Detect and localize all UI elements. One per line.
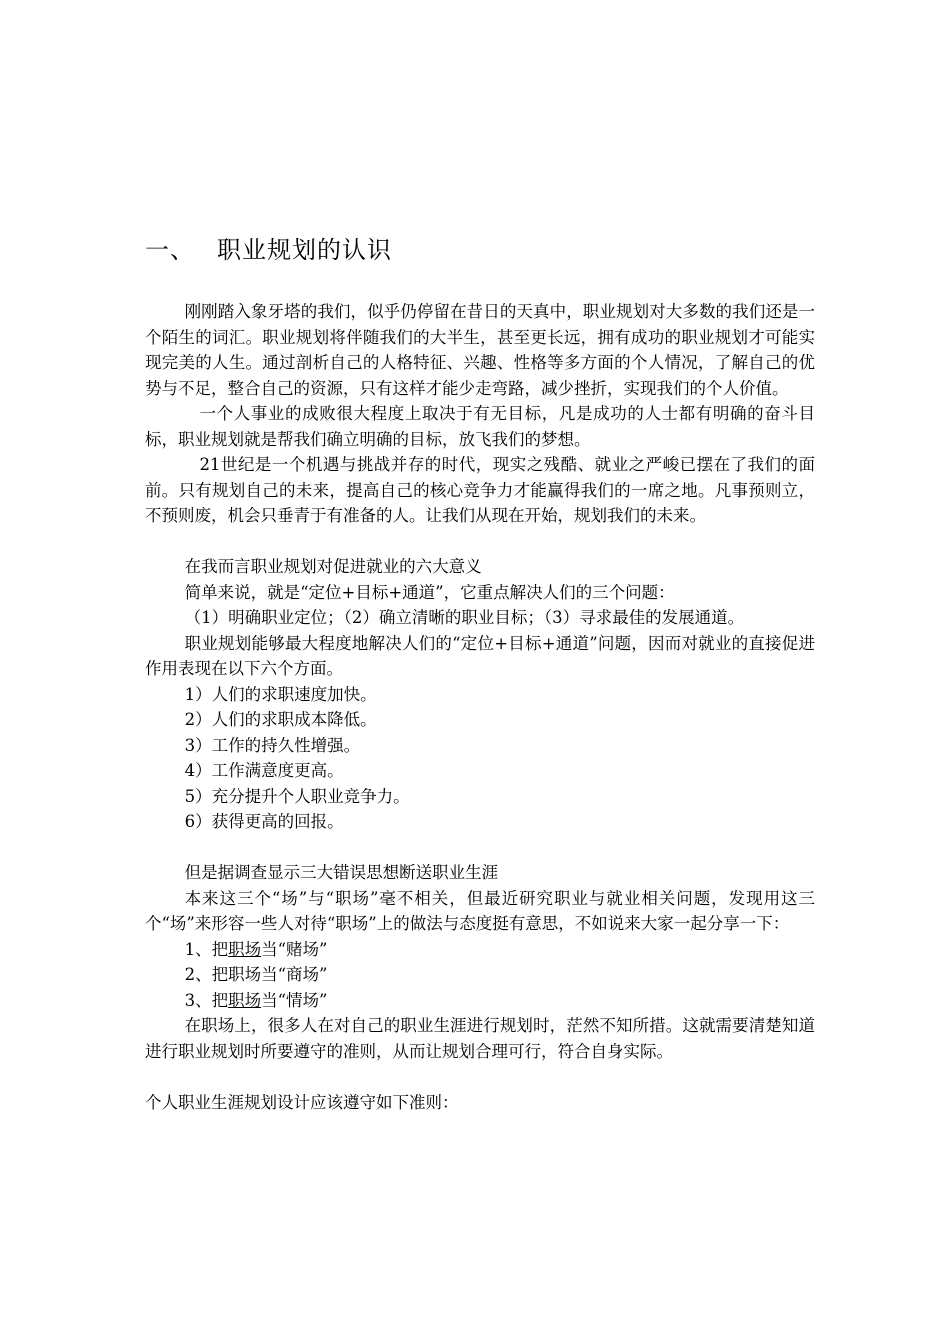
mistake-item-3	[145, 988, 815, 1014]
intro-paragraph-2: 一个人事业的成败很大程度上取决于有无目标，凡是成功的人士都有明确的奋斗目标，职业规划就是帮我们确立明确的目标，放飞我们的梦想。	[145, 404, 815, 449]
significance-item-2: 2）人们的求职成本降低。	[184, 710, 377, 729]
paragraph-spacer	[145, 529, 815, 555]
mistake-item-1-prefix: 1、把	[184, 939, 229, 959]
paragraph-spacer	[145, 1064, 815, 1090]
mistake-item-1	[145, 937, 815, 963]
significance-item-6: 6）获得更高的回报。	[184, 812, 344, 831]
mistake-item-1-suffix: 当“赌场”	[261, 939, 328, 959]
significance-title: 在我而言职业规划对促进就业的六大意义	[184, 557, 482, 576]
mistakes-paragraph-2: 在职场上，很多人在对自己的职业生涯进行规划时，茫然不知所措。这就需要清楚知道进行职业规划时所要遵守的准则，从而让规划合理可行，符合自身实际。	[145, 1016, 815, 1061]
document-body	[145, 299, 815, 1115]
mistake-item-2-text: 2、把职场当“商场”	[184, 965, 328, 984]
significance-paragraph-2: （1）明确职业定位；（2）确立清晰的职业目标；（3）寻求最佳的发展通道。	[184, 608, 745, 627]
mistake-item-3-prefix: 3、把	[184, 990, 229, 1010]
mistake-item-1-underlined: 职场	[228, 939, 262, 959]
significance-item-4: 4）工作满意度更高。	[184, 761, 344, 780]
mistake-item-2	[145, 962, 815, 988]
section-heading	[145, 232, 392, 268]
paragraph-spacer	[145, 835, 815, 861]
mistakes-paragraph-1: 本来这三个“场”与“职场”毫不相关，但最近研究职业与就业相关问题，发现用这三个“场”来形容一些人对待“职场”上的做法与态度挺有意思，不如说来大家一起分享一下：	[145, 888, 815, 933]
intro-paragraph-1: 刚刚踏入象牙塔的我们，似乎仍停留在昔日的天真中，职业规划对大多数的我们还是一个陌生的词汇。职业规划将伴随我们的大半生，甚至更长远，拥有成功的职业规划才可能实现完美的人生。通过剖析自己的人格特征、兴趣、性格等多方面的个人情况，了解自己的优势与不足，整合自己的资源，只有这样才能少走弯路，减少挫折，实现我们的个人价值。	[145, 302, 815, 398]
mistake-item-3-suffix: 当“情场”	[261, 990, 328, 1010]
closing-line: 个人职业生涯规划设计应该遵守如下准则：	[145, 1092, 459, 1112]
mistake-item-3-underlined: 职场	[228, 990, 262, 1010]
section-number: 一、	[145, 236, 195, 264]
significance-item-3: 3）工作的持久性增强。	[184, 735, 361, 755]
intro-paragraph-3: 21世纪是一个机遇与挑战并存的时代，现实之残酷、就业之严峻已摆在了我们的面前。只有规划自己的未来，提高自己的核心竞争力才能赢得我们的一席之地。凡事预则立，不预则废，机会只垂青于有准备的人。让我们从现在开始，规划我们的未来。	[145, 455, 815, 525]
significance-item-5: 5）充分提升个人职业竞争力。	[184, 786, 410, 806]
significance-item-1: 1）人们的求职速度加快。	[184, 684, 377, 704]
significance-paragraph-1: 简单来说，就是“定位+目标+通道”，它重点解决人们的三个问题：	[184, 582, 675, 602]
section-title: 职业规划的认识	[217, 236, 392, 264]
significance-paragraph-3: 职业规划能够最大程度地解决人们的“定位+目标+通道”问题，因而对就业的直接促进作用表现在以下六个方面。	[145, 633, 815, 678]
mistakes-title: 但是据调查显示三大错误思想断送职业生涯	[184, 863, 499, 882]
